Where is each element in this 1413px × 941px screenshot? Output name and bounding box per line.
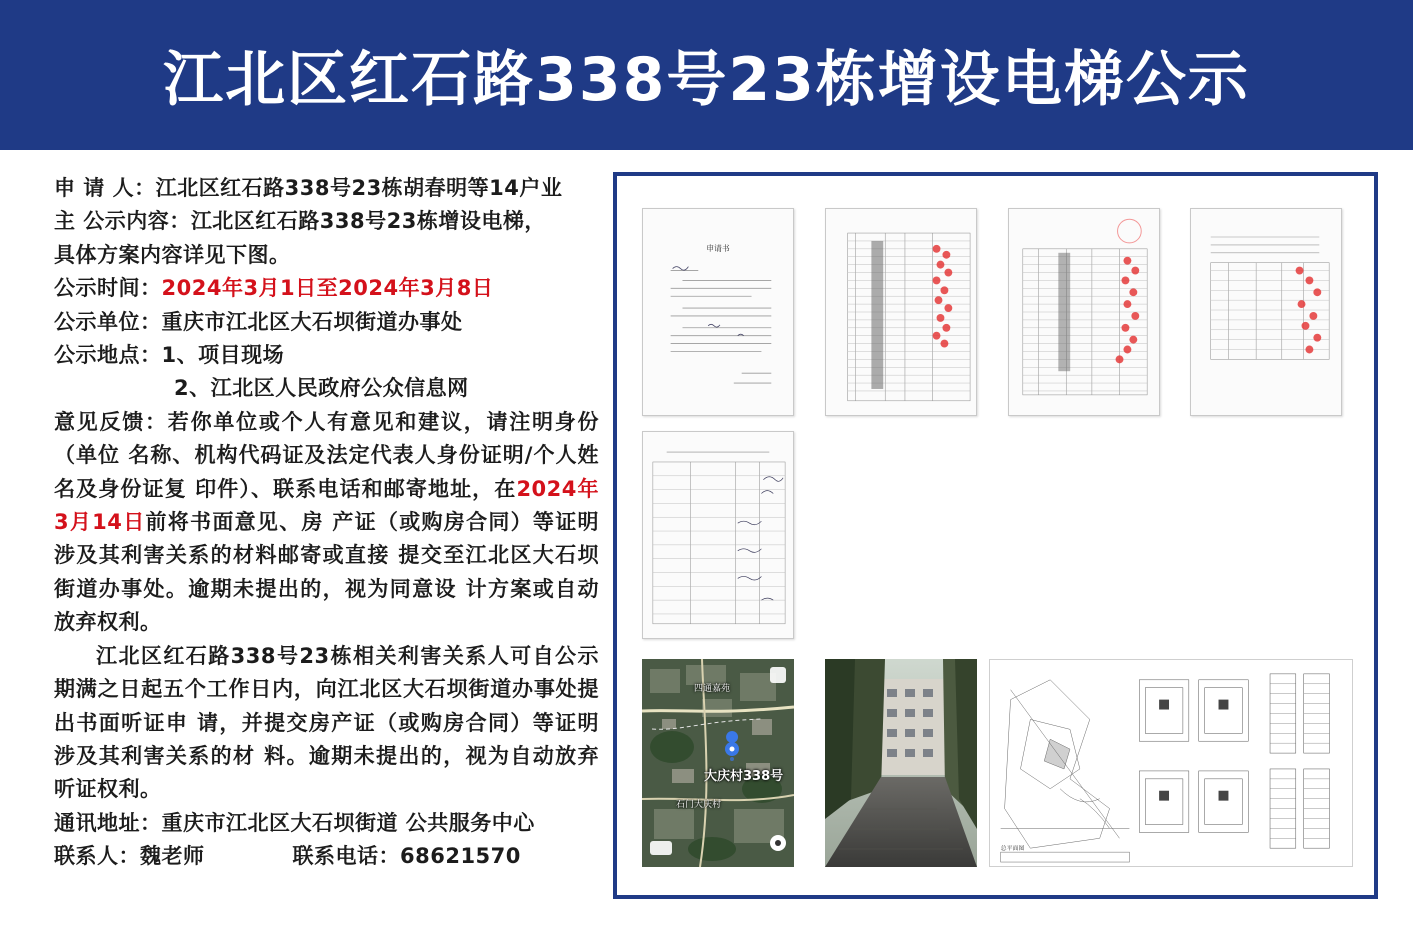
unit-value: 重庆市江北区大石坝街道办事处 (161, 309, 463, 334)
opinion-table-drawing (1191, 209, 1341, 415)
feedback-date: 2024年3月14日 (54, 476, 600, 535)
applicant-row (54, 172, 599, 205)
approval-form-drawing (643, 432, 793, 638)
feedback-paragraph (54, 406, 599, 640)
period-value: 2024年3月1日至2024年3月8日 (161, 276, 494, 301)
consent-table-drawing (1009, 209, 1159, 415)
application-letter-drawing (643, 209, 793, 415)
consent-table-image (1008, 208, 1160, 416)
place-item-2: 2、江北区人民政府公众信息网 (174, 376, 469, 401)
place-item-1: 1、项目现场 (161, 343, 285, 368)
page-title: 江北区红石路338号23栋增设电梯公示 (163, 45, 1250, 115)
content-row (54, 205, 599, 238)
owner-opinion-table-image (1190, 208, 1342, 416)
location-map-image (642, 659, 794, 867)
contact-row (54, 840, 599, 873)
address-row (54, 807, 599, 840)
address-label: 通讯地址： (54, 810, 162, 835)
content-row-2: 具体方案内容详见下图。 (54, 242, 291, 267)
feedback-text-1: 意见反馈：若你单位或个人有意见和建议，请注明身份（单位 名称、机构代码证及法定代表人身份证明/个人姓名及身份证复 印件）、联系电话和邮寄地址，在 (54, 409, 599, 501)
address-value: 重庆市江北区大石坝街道 公共服务中心 (161, 810, 535, 835)
contact-label: 联系人： (54, 844, 140, 869)
contact-value: 魏老师 (140, 844, 205, 869)
notice-text (54, 172, 599, 874)
hearing-paragraph: 江北区红石路338号23栋相关利害关系人可自公示期满之日起五个工作日内，向江北区大石坝街道办事处提出书面听证申 请，并提交房产证（或购房合同）等证明涉及其利害关系的材 料。逾期未提出的，视为自动放弃听证权利。 (54, 643, 599, 802)
place-label: 公示地点： (54, 343, 162, 368)
phone-label: 联系电话： (292, 844, 400, 869)
content-label: 主 公示内容： (54, 209, 191, 234)
plan-drawing (990, 660, 1352, 866)
map-place-label-1: 四通嘉苑 (694, 684, 731, 694)
application-letter-image (642, 208, 794, 416)
period-row (54, 272, 599, 305)
doc1-title: 申请书 (706, 243, 730, 253)
attachments-frame (613, 172, 1378, 899)
feedback-text-2: 前将书面意见、房 产证（或购房合同）等证明涉及其利害关系的材料邮寄或直接 提交至江北区大石坝街道办事处。逾期未提出的，视为同意设 计方案或自动放弃权利。 (54, 510, 599, 635)
owner-signature-table-image (825, 208, 977, 416)
approval-form-image (642, 431, 794, 639)
site-photo-image (825, 659, 977, 867)
phone-value: 68621570 (400, 844, 521, 869)
signature-table-drawing (826, 209, 976, 415)
header-banner (0, 0, 1413, 150)
place-row (54, 339, 599, 372)
map-location-label: 大庆村338号 (704, 769, 784, 784)
content-value: 江北区红石路338号23栋增设电梯， (190, 209, 546, 234)
map-place-label-2: 石门大庆村 (676, 800, 722, 810)
site-photo-drawing (825, 659, 977, 867)
applicant-value: 江北区红石路338号23栋胡春明等14户业 (155, 176, 563, 200)
plan-label: 总平面图 (1000, 845, 1025, 853)
architectural-plan-image (989, 659, 1353, 867)
period-label: 公示时间： (54, 276, 162, 301)
unit-label: 公示单位： (54, 309, 162, 334)
applicant-label: 申 请 人： (54, 176, 156, 200)
unit-row (54, 306, 599, 339)
